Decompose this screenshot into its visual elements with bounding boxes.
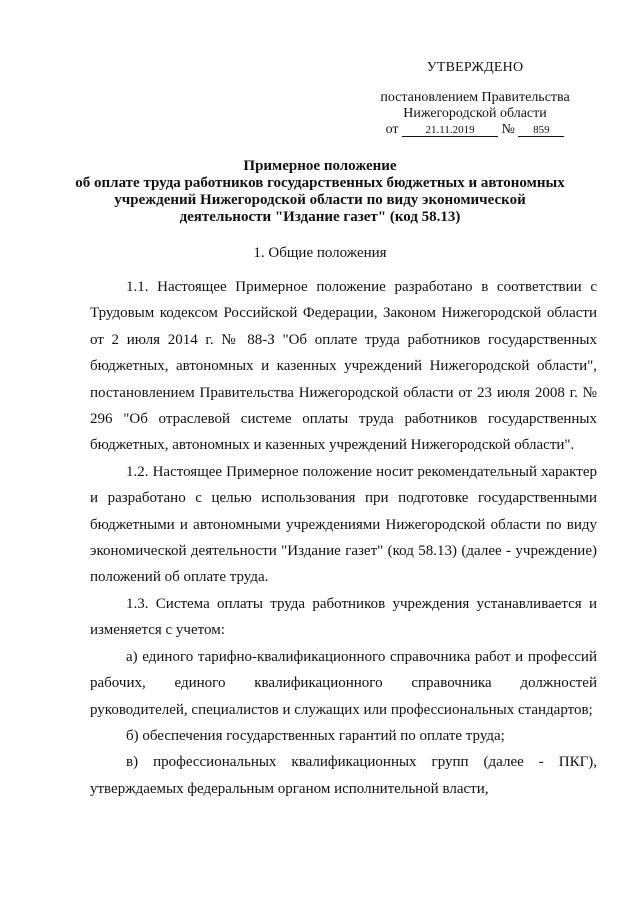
title-line-1: Примерное положение	[243, 158, 397, 174]
approval-number: 859	[518, 124, 564, 137]
paragraph-item-a: а) единого тарифно-квалификационного справочника работ и профессий рабочих, единого квалификационного справочника должностей руководителей, специалистов и служащих или профессиональных стандартов;	[90, 648, 597, 718]
document-title	[60, 158, 580, 226]
approval-stamp	[350, 60, 600, 138]
date-prefix: от	[385, 122, 399, 137]
paragraph-item-v: в) профессиональных квалификационных групп (далее - ПКГ), утверждаемых федеральным органом исполнительной власти,	[90, 754, 597, 797]
paragraph-item-b: б) обеспечения государственных гарантий по оплате труда;	[126, 727, 505, 744]
approved-label: УТВЕРЖДЕНО	[426, 60, 524, 75]
paragraph-1-3: 1.3. Система оплаты труда работников учреждения устанавливается и изменяется с учетом:	[90, 595, 597, 639]
section-heading: 1. Общие положения	[253, 245, 387, 261]
approval-date: 21.11.2019	[402, 124, 498, 137]
title-line-2: об оплате труда работников государственных бюджетных и автономных	[75, 175, 565, 191]
title-line-4: деятельности "Издание газет" (код 58.13)	[179, 209, 461, 225]
approval-line-2: Нижегородской области	[403, 106, 547, 121]
paragraph-1-2: 1.2. Настоящее Примерное положение носит рекомендательный характер и разработано с целью использования при подготовке государственными бюджетными и автономными учреждениями Нижегородской области по виду экономической деятельности "Издание газет" (код 58.13) (далее - учреждение) положений об оплате труда.	[90, 463, 597, 586]
document-body	[90, 274, 597, 802]
title-line-3: учреждений Нижегородской области по виду экономической	[114, 192, 526, 208]
number-prefix: №	[501, 122, 515, 137]
paragraph-1-1: 1.1. Настоящее Примерное положение разработано в соответствии с Трудовым кодексом Российской Федерации, Законом Нижегородской области от 2 июля 2014 г. № 88-З "Об оплате труда работников государственных бюджетных, автономных и казенных учреждений Нижегородской области", постановлением Правительства Нижегородской области от 23 июля 2008 г. № 296 "Об отраслевой системе оплаты труда работников государственных бюджетных, автономных и казенных учреждений Нижегородской области".	[90, 279, 597, 454]
approval-date-number	[350, 122, 600, 138]
approval-line-1: постановлением Правительства	[380, 90, 570, 105]
